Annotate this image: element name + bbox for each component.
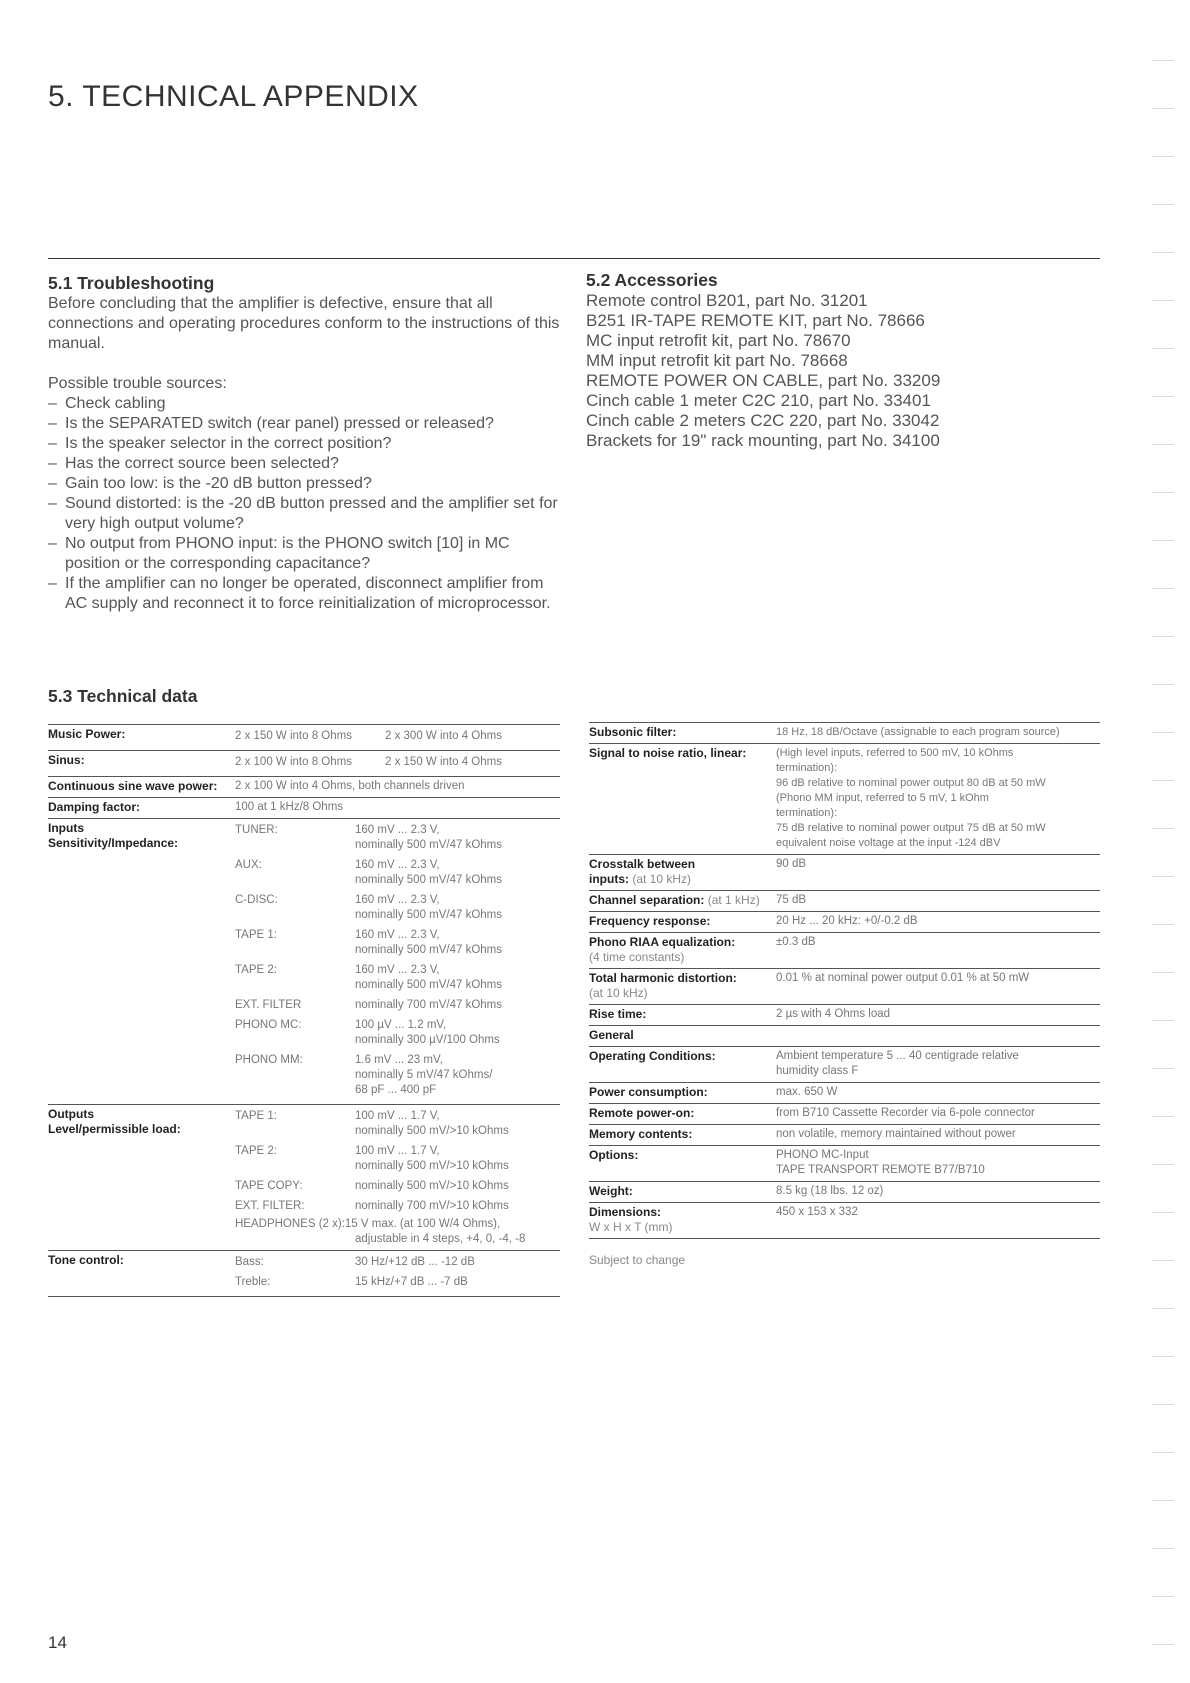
table-row: Sinus: 2 x 100 W into 8 Ohms 2 x 150 W into 4 Ohms (48, 751, 560, 777)
page-number: 14 (48, 1633, 67, 1652)
technical-data-table-left (48, 724, 560, 1297)
list-item: – Sound distorted: is the -20 dB button pressed and the amplifier set for very high output volume? (48, 494, 560, 534)
margin-tick (1152, 1356, 1174, 1357)
table-row: Damping factor: 100 at 1 kHz/8 Ohms (48, 798, 560, 819)
margin-tick (1152, 1548, 1174, 1549)
list-item: – Check cabling (48, 394, 560, 414)
margin-tick (1152, 348, 1174, 349)
page-title: 5. TECHNICAL APPENDIX (48, 80, 419, 113)
margin-tick (1152, 108, 1174, 109)
list-item: B251 IR-TAPE REMOTE KIT, part No. 78666 (586, 311, 925, 330)
margin-tick (1152, 1068, 1174, 1069)
table-row: Phono RIAA equalization: (4 time constants) ±0.3 dB (589, 933, 1100, 969)
subject-to-change-note: Subject to change (589, 1253, 686, 1267)
margin-tick (1152, 204, 1174, 205)
margin-tick (1152, 1644, 1174, 1645)
margin-tick (1152, 156, 1174, 157)
margin-tick (1152, 1452, 1174, 1453)
list-item: – Has the correct source been selected? (48, 454, 560, 474)
table-row: Weight: 8.5 kg (18 lbs. 12 oz) (589, 1182, 1100, 1203)
table-row: Signal to noise ratio, linear: (High level inputs, referred to 500 mV, 10 kOhms termination): 96 dB relative to nominal power output 80 dB at 50 mW (Phono MM input, referred to 5 mV, 1 kOhm termination): 75 dB relative to nominal power output 75 dB at 50 mW equivalent noise voltage at the input -124 dBV (589, 744, 1100, 855)
troubleshooting-intro: Before concluding that the amplifier is defective, ensure that all connections and operating procedures conform to the instructions of this manual. (48, 295, 560, 352)
margin-tick (1152, 828, 1174, 829)
table-row: Memory contents: non volatile, memory maintained without power (589, 1125, 1100, 1146)
table-row: Tone control: Bass: 30 Hz/+12 dB ... -12 dB Treble: 15 kHz/+7 dB ... -7 dB (48, 1251, 560, 1297)
margin-tick (1152, 1164, 1174, 1165)
margin-tick (1152, 732, 1174, 733)
table-row: Options: PHONO MC-Input TAPE TRANSPORT REMOTE B77/B710 (589, 1146, 1100, 1182)
accessories-section (586, 270, 1086, 451)
list-item: Remote control B201, part No. 31201 (586, 291, 868, 310)
table-row: Total harmonic distortion: (at 10 kHz) 0.01 % at nominal power output 0.01 % at 50 mW (589, 969, 1100, 1005)
list-item: Cinch cable 2 meters C2C 220, part No. 33042 (586, 411, 940, 430)
margin-tick (1152, 1596, 1174, 1597)
margin-tick (1152, 1260, 1174, 1261)
margin-tick (1152, 492, 1174, 493)
table-row: Rise time: 2 µs with 4 Ohms load (589, 1005, 1100, 1026)
margin-tick (1152, 1404, 1174, 1405)
margin-tick (1152, 396, 1174, 397)
margin-tick (1152, 780, 1174, 781)
list-item: Brackets for 19" rack mounting, part No. 34100 (586, 431, 940, 450)
section-divider (48, 258, 1100, 259)
list-item: – Gain too low: is the -20 dB button pressed? (48, 474, 560, 494)
trouble-sources-label: Possible trouble sources: (48, 375, 227, 392)
margin-tick (1152, 444, 1174, 445)
table-row: Operating Conditions: Ambient temperature 5 ... 40 centigrade relative humidity class F (589, 1047, 1100, 1083)
margin-tick (1152, 588, 1174, 589)
margin-tick (1152, 1212, 1174, 1213)
table-row: Music Power: 2 x 150 W into 8 Ohms 2 x 300 W into 4 Ohms (48, 725, 560, 751)
table-row: Inputs Sensitivity/Impedance: TUNER: 160 mV ... 2.3 V, nominally 500 mV/47 kOhms AUX: 160 mV ... 2.3 V, nominally 500 mV/47 kOhms C-DISC: 160 mV ... 2.3 V, nominally 500 mV/47 kOhms TAPE 1: 160 mV ... 2.3 V, nominally 500 mV/47 kOhms TAPE 2: 160 mV ... 2.3 V, nominally 500 mV/47 kOhms EXT. FILTER nominally 700 mV/47 kOhms PHONO MC: 100 µV ... 1.2 mV, nominally 300 µV/100 Ohms PHONO MM: 1.6 mV ... 23 mV, nominally 5 mV/47 kOhms/ 68 pF ... 400 pF (48, 819, 560, 1105)
technical-data-heading: 5.3 Technical data (48, 686, 198, 706)
margin-tick (1152, 1308, 1174, 1309)
margin-tick (1152, 1500, 1174, 1501)
technical-data-table-right (589, 722, 1100, 1239)
table-row: Subsonic filter: 18 Hz, 18 dB/Octave (assignable to each program source) (589, 723, 1100, 744)
list-item: Cinch cable 1 meter C2C 210, part No. 33401 (586, 391, 931, 410)
list-item: MM input retrofit kit part No. 78668 (586, 351, 848, 370)
margin-tick (1152, 1020, 1174, 1021)
table-row: Frequency response: 20 Hz ... 20 kHz: +0/-0.2 dB (589, 912, 1100, 933)
list-item: – Is the SEPARATED switch (rear panel) pressed or released? (48, 414, 560, 434)
list-item: – If the amplifier can no longer be operated, disconnect amplifier from AC supply and reconnect it to force reinitialization of microprocessor. (48, 574, 560, 614)
table-row: Dimensions: W x H x T (mm) 450 x 153 x 332 (589, 1203, 1100, 1239)
troubleshooting-heading: 5.1 Troubleshooting (48, 273, 215, 293)
margin-tick (1152, 924, 1174, 925)
margin-tick (1152, 60, 1174, 61)
table-row: General (589, 1026, 1100, 1047)
margin-tick (1152, 252, 1174, 253)
margin-tick (1152, 972, 1174, 973)
table-row: Crosstalk between inputs: (at 10 kHz) 90 dB (589, 855, 1100, 891)
list-item: MC input retrofit kit, part No. 78670 (586, 331, 851, 350)
troubleshooting-section (48, 273, 560, 614)
table-row: Power consumption: max. 650 W (589, 1083, 1100, 1104)
table-row: Channel separation: (at 1 kHz) 75 dB (589, 891, 1100, 912)
table-row: Remote power-on: from B710 Cassette Recorder via 6-pole connector (589, 1104, 1100, 1125)
margin-tick (1152, 684, 1174, 685)
accessories-heading: 5.2 Accessories (586, 270, 718, 290)
margin-tick (1152, 636, 1174, 637)
list-item: REMOTE POWER ON CABLE, part No. 33209 (586, 371, 941, 390)
margin-tick (1152, 876, 1174, 877)
table-row: Continuous sine wave power: 2 x 100 W into 4 Ohms, both channels driven (48, 777, 560, 798)
table-row: Outputs Level/permissible load: TAPE 1: 100 mV ... 1.7 V, nominally 500 mV/>10 kOhms TAPE 2: 100 mV ... 1.7 V, nominally 500 mV/>10 kOhms TAPE COPY: nominally 500 mV/>10 kOhms EXT. FILTER: nominally 700 mV/>10 kOhms HEADPHONES (2 x):15 V max. (at 100 W/4 Ohms), adjustable in 4 steps, +4, 0, -4, -8 (48, 1105, 560, 1251)
margin-tick (1152, 1116, 1174, 1117)
margin-tick (1152, 300, 1174, 301)
margin-tick (1152, 540, 1174, 541)
list-item: – Is the speaker selector in the correct position? (48, 434, 560, 454)
trouble-list (48, 394, 560, 614)
list-item: – No output from PHONO input: is the PHONO switch [10] in MC position or the corresponding capacitance? (48, 534, 560, 574)
